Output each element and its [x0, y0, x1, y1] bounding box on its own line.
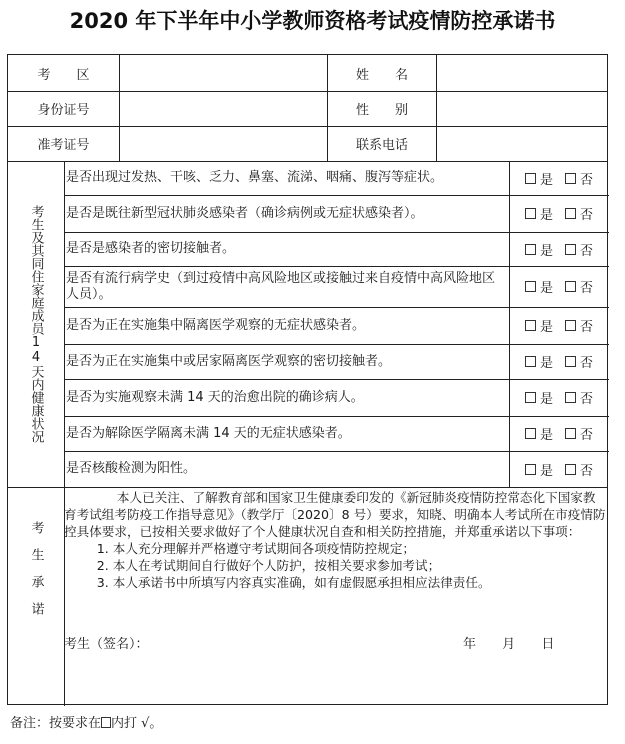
no-option[interactable]: 否 — [565, 352, 593, 371]
note-prefix: 备注：按要求在 — [10, 716, 102, 731]
health-section-label: 考生及其同住家庭成员14天内健康状况 — [28, 205, 44, 443]
signature-line[interactable]: 考生（签名）： — [64, 637, 149, 652]
checkbox-icon[interactable] — [525, 320, 536, 331]
checkbox-icon[interactable] — [525, 173, 536, 184]
checkbox-icon[interactable] — [565, 428, 576, 439]
checkbox-icon[interactable] — [565, 392, 576, 403]
yes-option[interactable]: 是 — [525, 352, 553, 371]
question-1: 是否出现过发热、干咳、乏力、鼻塞、流涕、咽痛、腹泻等症状。 — [66, 170, 444, 185]
pledge-item: 3. 本人承诺书中所填写内容真实准确，如有虚假愿承担相应法律责任。 — [96, 575, 491, 590]
question-3: 是否是感染者的密切接触者。 — [66, 241, 236, 256]
pledge-intro: 本人已关注、了解教育部和国家卫生健康委印发的《新冠肺炎疫情防控常态化下国家教育考试组考防疫工作指导意见》（教学厅〔2020〕8 号）要求，知晓、明确本人考试所在市疫情防控具体要求，已按相关要求做好了个人健康状况自查和相关防控措施，并郑重承诺以下事项： — [64, 490, 606, 539]
note-suffix: 内打 √。 — [111, 716, 163, 731]
month-label: 月 — [502, 637, 516, 652]
phone-field[interactable] — [437, 126, 609, 161]
question-2: 是否是既往新型冠状肺炎感染者（确诊病例或无症状感染者）。 — [66, 205, 424, 221]
question-7: 是否为实施观察未满 14 天的治愈出院的确诊病人。 — [66, 389, 364, 405]
label-id-number: 身份证号 — [37, 103, 90, 118]
no-option[interactable]: 否 — [565, 204, 593, 223]
answer-options — [509, 232, 609, 266]
yes-option[interactable]: 是 — [525, 240, 553, 259]
checkbox-icon[interactable] — [525, 428, 536, 439]
answer-options — [509, 379, 609, 416]
answer-options — [509, 266, 609, 307]
yes-option[interactable]: 是 — [525, 460, 553, 479]
no-option[interactable]: 否 — [565, 460, 593, 479]
answer-options — [509, 307, 609, 344]
id-number-field[interactable] — [120, 91, 327, 126]
question-9: 是否核酸检测为阳性。 — [66, 461, 197, 476]
question-6: 是否为正在实施集中或居家隔离医学观察的密切接触者。 — [66, 353, 392, 369]
label-phone: 联系电话 — [355, 138, 408, 153]
name-field[interactable] — [437, 55, 609, 91]
answer-options — [509, 161, 609, 195]
yes-option[interactable]: 是 — [525, 277, 553, 296]
question-5: 是否为正在实施集中隔离医学观察的无症状感染者。 — [66, 317, 366, 333]
checkbox-icon[interactable] — [525, 208, 536, 219]
checkbox-icon[interactable] — [565, 356, 576, 367]
checkbox-icon — [101, 717, 111, 728]
checkbox-icon[interactable] — [525, 392, 536, 403]
no-option[interactable]: 否 — [565, 316, 593, 335]
pledge-label: 考生承诺 — [28, 521, 44, 629]
signature-date[interactable] — [463, 633, 576, 652]
label-name: 姓 名 — [355, 67, 408, 83]
checkbox-icon[interactable] — [565, 281, 576, 292]
label-exam-area: 考 区 — [37, 67, 90, 83]
no-option[interactable]: 否 — [565, 169, 593, 188]
label-ticket-number: 准考证号 — [37, 138, 90, 153]
yes-option[interactable]: 是 — [525, 169, 553, 188]
checkbox-icon[interactable] — [525, 464, 536, 475]
page-title: 2020 年下半年中小学教师资格考试疫情防控承诺书 — [69, 9, 556, 33]
row-divider — [8, 487, 607, 488]
footnote — [10, 712, 162, 731]
pledge-item: 1. 本人充分理解并严格遵守考试期间各项疫情防控规定； — [96, 541, 416, 556]
checkbox-icon[interactable] — [565, 464, 576, 475]
checkbox-icon[interactable] — [525, 244, 536, 255]
answer-options — [509, 344, 609, 379]
no-option[interactable]: 否 — [565, 424, 593, 443]
checkbox-icon[interactable] — [525, 356, 536, 367]
label-gender: 性 别 — [355, 103, 408, 118]
checkbox-icon[interactable] — [565, 208, 576, 219]
question-8: 是否为解除医学隔离未满 14 天的无症状感染者。 — [66, 425, 351, 441]
checkbox-icon[interactable] — [565, 320, 576, 331]
answer-options — [509, 416, 609, 451]
yes-option[interactable]: 是 — [525, 204, 553, 223]
no-option[interactable]: 否 — [565, 277, 593, 296]
no-option[interactable]: 否 — [565, 240, 593, 259]
day-label: 日 — [541, 637, 555, 652]
pledge-item: 2. 本人在考试期间自行做好个人防护，按相关要求参加考试； — [96, 558, 441, 573]
commitment-form — [7, 54, 608, 705]
no-option[interactable]: 否 — [565, 388, 593, 407]
question-4: 是否有流行病学史（到过疫情中高风险地区或接触过来自疫情中高风险地区人员）。 — [66, 270, 496, 302]
checkbox-icon[interactable] — [565, 173, 576, 184]
answer-options — [509, 195, 609, 232]
yes-option[interactable]: 是 — [525, 388, 553, 407]
yes-option[interactable]: 是 — [525, 424, 553, 443]
checkbox-icon[interactable] — [565, 244, 576, 255]
yes-option[interactable]: 是 — [525, 316, 553, 335]
year-label: 年 — [463, 637, 477, 652]
gender-field[interactable] — [437, 91, 609, 126]
checkbox-icon[interactable] — [525, 281, 536, 292]
ticket-number-field[interactable] — [120, 126, 327, 161]
exam-area-field[interactable] — [120, 55, 327, 91]
answer-options — [509, 451, 609, 487]
pledge-text — [64, 489, 608, 591]
